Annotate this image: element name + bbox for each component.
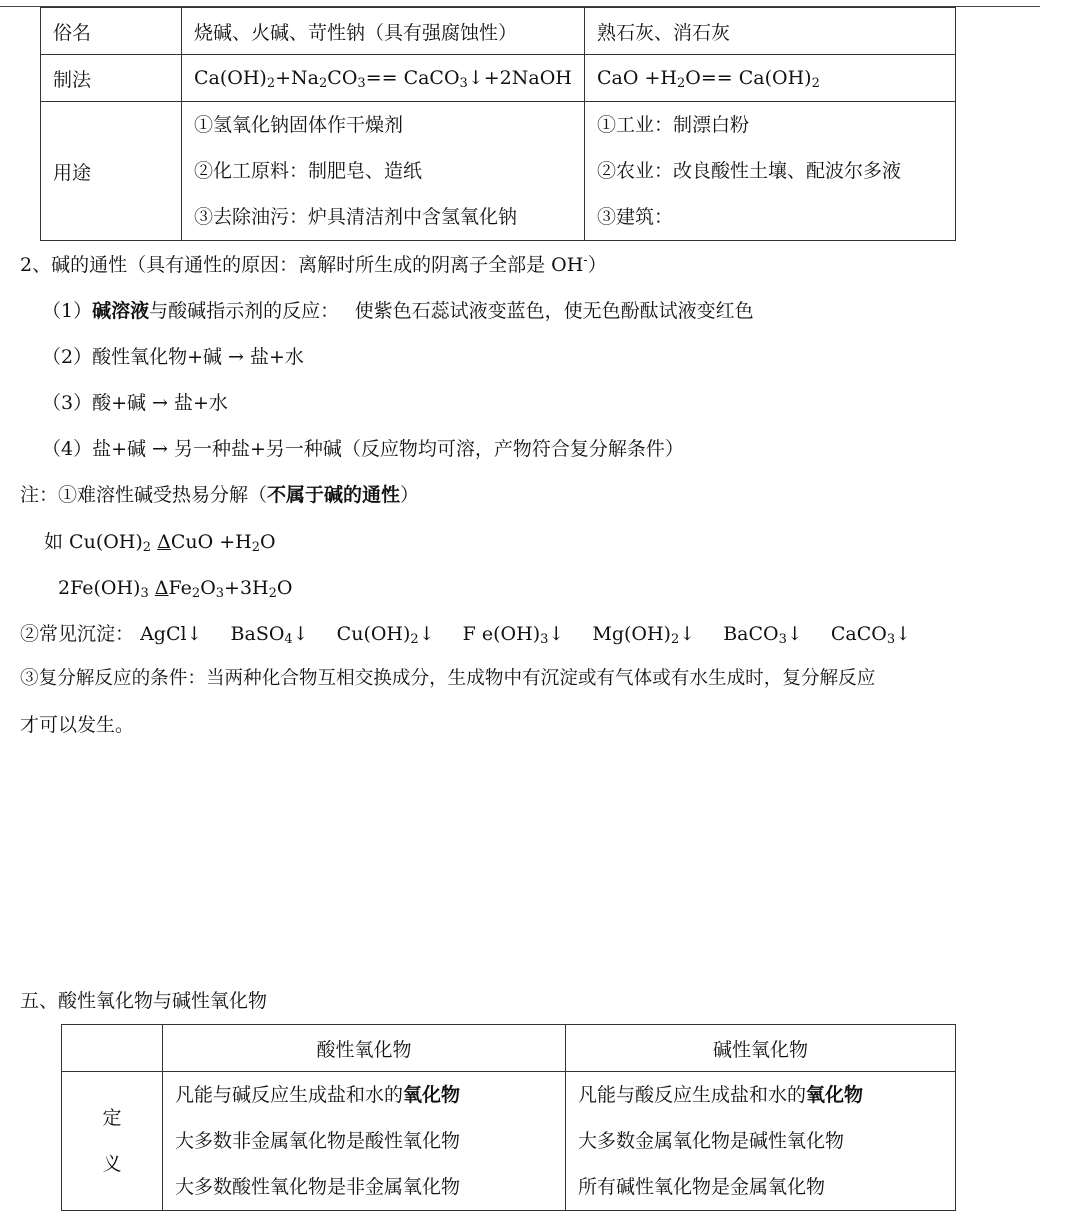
precipitate-caco3: CaCO$_3$↓ — [830, 623, 912, 647]
precipitate-baso4: BaSO$_4$↓ — [230, 623, 309, 647]
note-3-line-2: 才可以发生。 — [20, 714, 135, 736]
precipitate-fe-oh-3: F $e(OH)_3↓$ — [462, 623, 565, 647]
header-acidic-oxide: 酸性氧化物 — [163, 1025, 566, 1072]
row-common-names — [41, 8, 956, 55]
naoh-preparation: $Ca(OH)_2+Na_2CO_3==$ CaCO$_3$↓+2NaOH — [182, 55, 585, 102]
naoh-common-names: 烧碱、火碱、苛性钠（具有强腐蚀性） — [182, 8, 585, 55]
label-preparation: 制法 — [41, 55, 182, 102]
acidic-oxide-definition: 凡能与碱反应生成盐和水的氧化物 大多数非金属氧化物是酸性氧化物 大多数酸性氧化物是非金属氧化物 — [163, 1072, 566, 1211]
label-common-names: 俗名 — [41, 8, 182, 55]
naoh-uses: ①氢氧化钠固体作干燥剂 ②化工原料：制肥皂、造纸 ③去除油污：炉具清洁剂中含氢氧化钠 — [182, 102, 585, 241]
property-2: （2）酸性氧化物+碱 → 盐+水 — [42, 346, 304, 368]
section5-title: 五、酸性氧化物与碱性氧化物 — [20, 990, 268, 1012]
precipitate-cu-oh-2: $Cu(OH)_2↓$ — [336, 623, 435, 647]
oxides-header-row — [62, 1025, 956, 1072]
header-basic-oxide: 碱性氧化物 — [566, 1025, 956, 1072]
row-uses — [41, 102, 956, 241]
section2-title: 2、碱的通性（具有通性的原因：离解时所生成的阴离子全部是 OH-） — [20, 253, 607, 276]
property-3: （3）酸+碱 → 盐+水 — [42, 392, 228, 414]
base-properties-table — [40, 7, 956, 241]
caoh-common-names: 熟石灰、消石灰 — [585, 8, 956, 55]
precipitate-mg-oh-2: $Mg(OH)_2↓$ — [592, 623, 696, 647]
row-preparation — [41, 55, 956, 102]
note-2-precipitates: ②常见沉淀： AgCl↓ BaSO$_4$↓ $Cu(OH)_2↓$ F $e(OH)_3↓$ $Mg(OH)_2↓$ BaCO$_3$↓ CaCO$_3$↓ — [20, 623, 912, 647]
note-3-line-1: ③复分解反应的条件：当两种化合物互相交换成分，生成物中有沉淀或有气体或有水生成时，复分解反应 — [20, 668, 876, 689]
caoh-preparation: CaO $+H_2O== Ca(OH)_2$ — [585, 55, 956, 102]
property-1: （1）碱溶液与酸碱指示剂的反应： 使紫色石蕊试液变蓝色，使无色酚酞试液变红色 — [42, 300, 754, 322]
equation-fe-oh-3: $2Fe(OH)_3$ $\Delta Fe_2O_3+3H_2O$ — [58, 577, 293, 601]
oxides-definition-row — [62, 1072, 956, 1211]
header-empty — [62, 1025, 163, 1072]
precipitate-agcl: AgCl↓ — [140, 623, 203, 645]
oxides-table — [61, 1024, 956, 1211]
precipitate-baco3: BaCO$_3$↓ — [723, 623, 803, 647]
caoh-uses: ①工业：制漂白粉 ②农业：改良酸性土壤、配波尔多液 ③建筑： — [585, 102, 956, 241]
label-uses: 用途 — [41, 102, 182, 241]
equation-cu-oh-2: 如 $Cu(OH)_2$ $\Delta CuO +H_2O$ — [44, 531, 276, 555]
property-4: （4）盐+碱 → 另一种盐+另一种碱（反应物均可溶，产物符合复分解条件） — [42, 438, 684, 460]
note-1: 注：①难溶性碱受热易分解（不属于碱的通性） — [20, 484, 420, 506]
label-definition: 定 义 — [62, 1072, 163, 1211]
basic-oxide-definition: 凡能与酸反应生成盐和水的氧化物 大多数金属氧化物是碱性氧化物 所有碱性氧化物是金属氧化物 — [566, 1072, 956, 1211]
